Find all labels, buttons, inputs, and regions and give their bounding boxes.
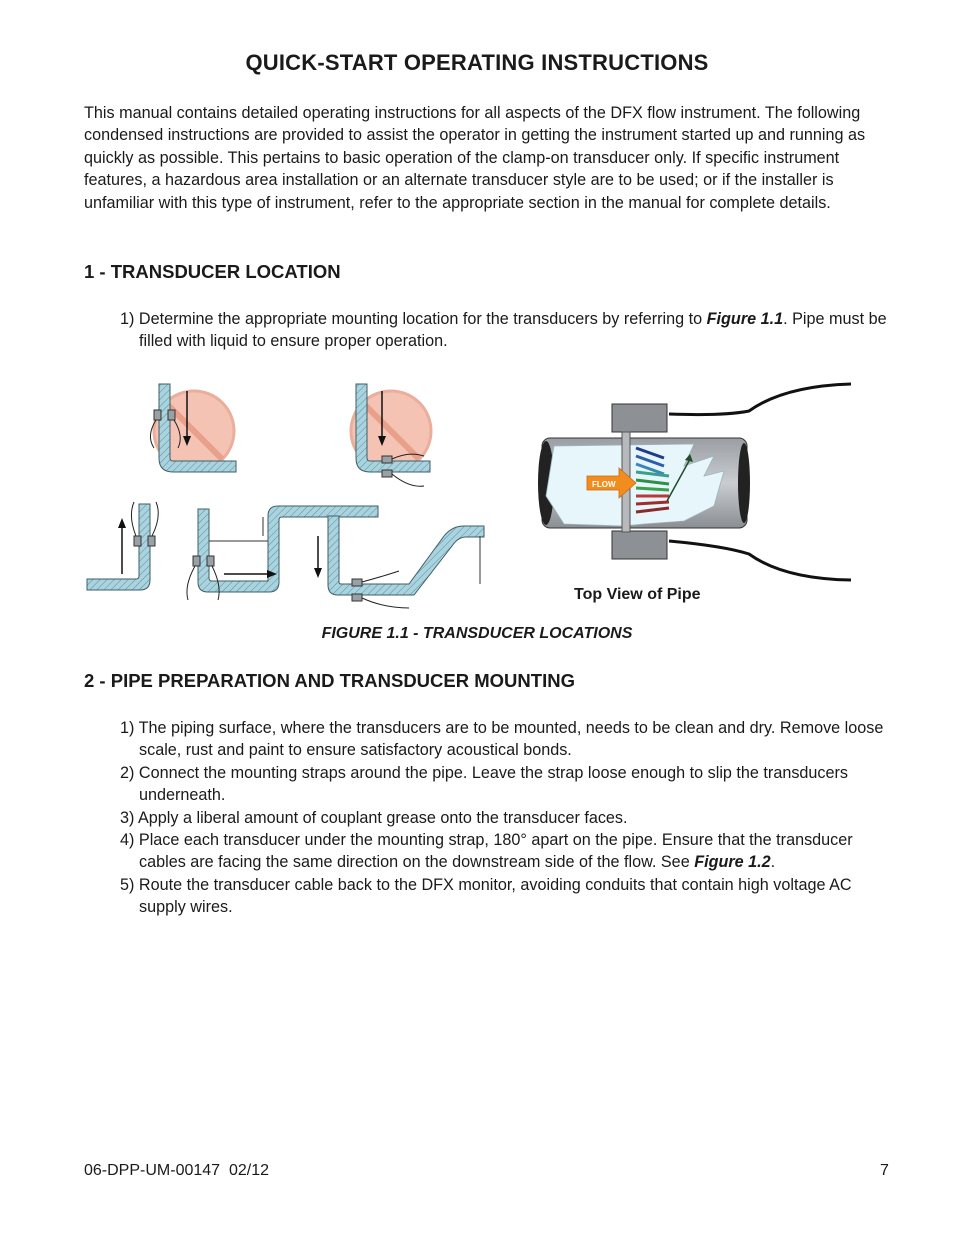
pipe-preparation-steps [120, 717, 898, 919]
recommended-configs [87, 502, 484, 608]
transducer [352, 594, 362, 601]
pipe-top-view [538, 384, 851, 580]
pipe-end [738, 443, 750, 523]
flow-label: FLOW [592, 480, 616, 489]
list-item: 3) Apply a liberal amount of couplant grease onto the transducer faces. [120, 808, 628, 827]
step-text: . [770, 853, 776, 872]
step-text: 1) Determine the appropriate mounting location for the transducers by referring to [120, 310, 707, 328]
page-number: 7 [880, 1162, 889, 1179]
list-item [120, 829, 898, 874]
figure-reference: Figure 1.2 [694, 853, 771, 872]
arrow-head [314, 568, 322, 578]
figure-caption: FIGURE 1.1 - TRANSDUCER LOCATIONS [321, 625, 633, 642]
transducer-cable [362, 571, 399, 582]
transducer-locations-figure [84, 376, 874, 612]
step-text: 4) Place each transducer under the mounting strap, 180° apart on the pipe. Ensure that the transducer cables are facing the same direction on the downstream side of the flow. See [120, 831, 853, 872]
transducer [168, 410, 175, 420]
transducer [352, 579, 362, 586]
arrow-head [118, 518, 126, 528]
pipe-zigzag [198, 506, 378, 592]
transducer-cable [187, 566, 195, 600]
figure-reference: Figure 1.1 [706, 310, 784, 328]
transducer-cable [362, 598, 409, 608]
section-heading-pipe-preparation: 2 - PIPE PREPARATION AND TRANSDUCER MOUNTING [84, 670, 575, 691]
transducer [148, 536, 155, 546]
transducer [382, 470, 392, 477]
document-id: 06-DPP-UM-00147 02/12 [84, 1162, 269, 1179]
pipe-elbow [87, 504, 150, 590]
step-text: . Pipe must be filled with liquid to ensure proper operation. [139, 310, 887, 351]
list-item: 5) Route the transducer cable back to the DFX monitor, avoiding conduits that contain high voltage AC supply wires. [120, 875, 852, 917]
transducer-housing [612, 531, 667, 559]
section-heading-transducer-location: 1 - TRANSDUCER LOCATION [84, 261, 341, 282]
prohibited-config-1 [150, 384, 236, 472]
list-item: 2) Connect the mounting straps around the pipe. Leave the strap loose enough to slip the transducers underneath. [120, 763, 849, 805]
list-item: 1) The piping surface, where the transducers are to be mounted, needs to be clean and dry. Remove loose scale, rust and paint to ensure satisfactory acoustical bonds. [120, 719, 884, 760]
transducer [382, 456, 392, 463]
pipe-rise [328, 516, 484, 595]
transducer [207, 556, 214, 566]
top-view-label: Top View of Pipe [574, 586, 701, 603]
cable-bottom [669, 541, 851, 580]
transducer-location-steps [120, 308, 898, 353]
transducer-cable [392, 474, 424, 486]
intro-paragraph: This manual contains detailed operating instructions for all aspects of the DFX flow instrument. The following condensed instructions are provided to assist the operator in getting the instrument started up and running as quickly as possible. This pertains to basic operation of the clamp-on transducer only. If specific instrument features, a hazardous area installation or an alternate transducer style are to be used; or if the installer is unfamiliar with this type of instrument, refer to the appropriate section in the manual for complete details. [84, 104, 866, 212]
transducer [134, 536, 141, 546]
page-title: QUICK-START OPERATING INSTRUCTIONS [245, 50, 709, 75]
transducer-cable [131, 502, 136, 536]
transducer [193, 556, 200, 566]
transducer-cable [152, 502, 158, 536]
prohibited-config-2 [351, 384, 431, 486]
list-item [120, 308, 898, 353]
transducer [154, 410, 161, 420]
transducer-housing [612, 404, 667, 432]
cable-top [669, 384, 851, 415]
